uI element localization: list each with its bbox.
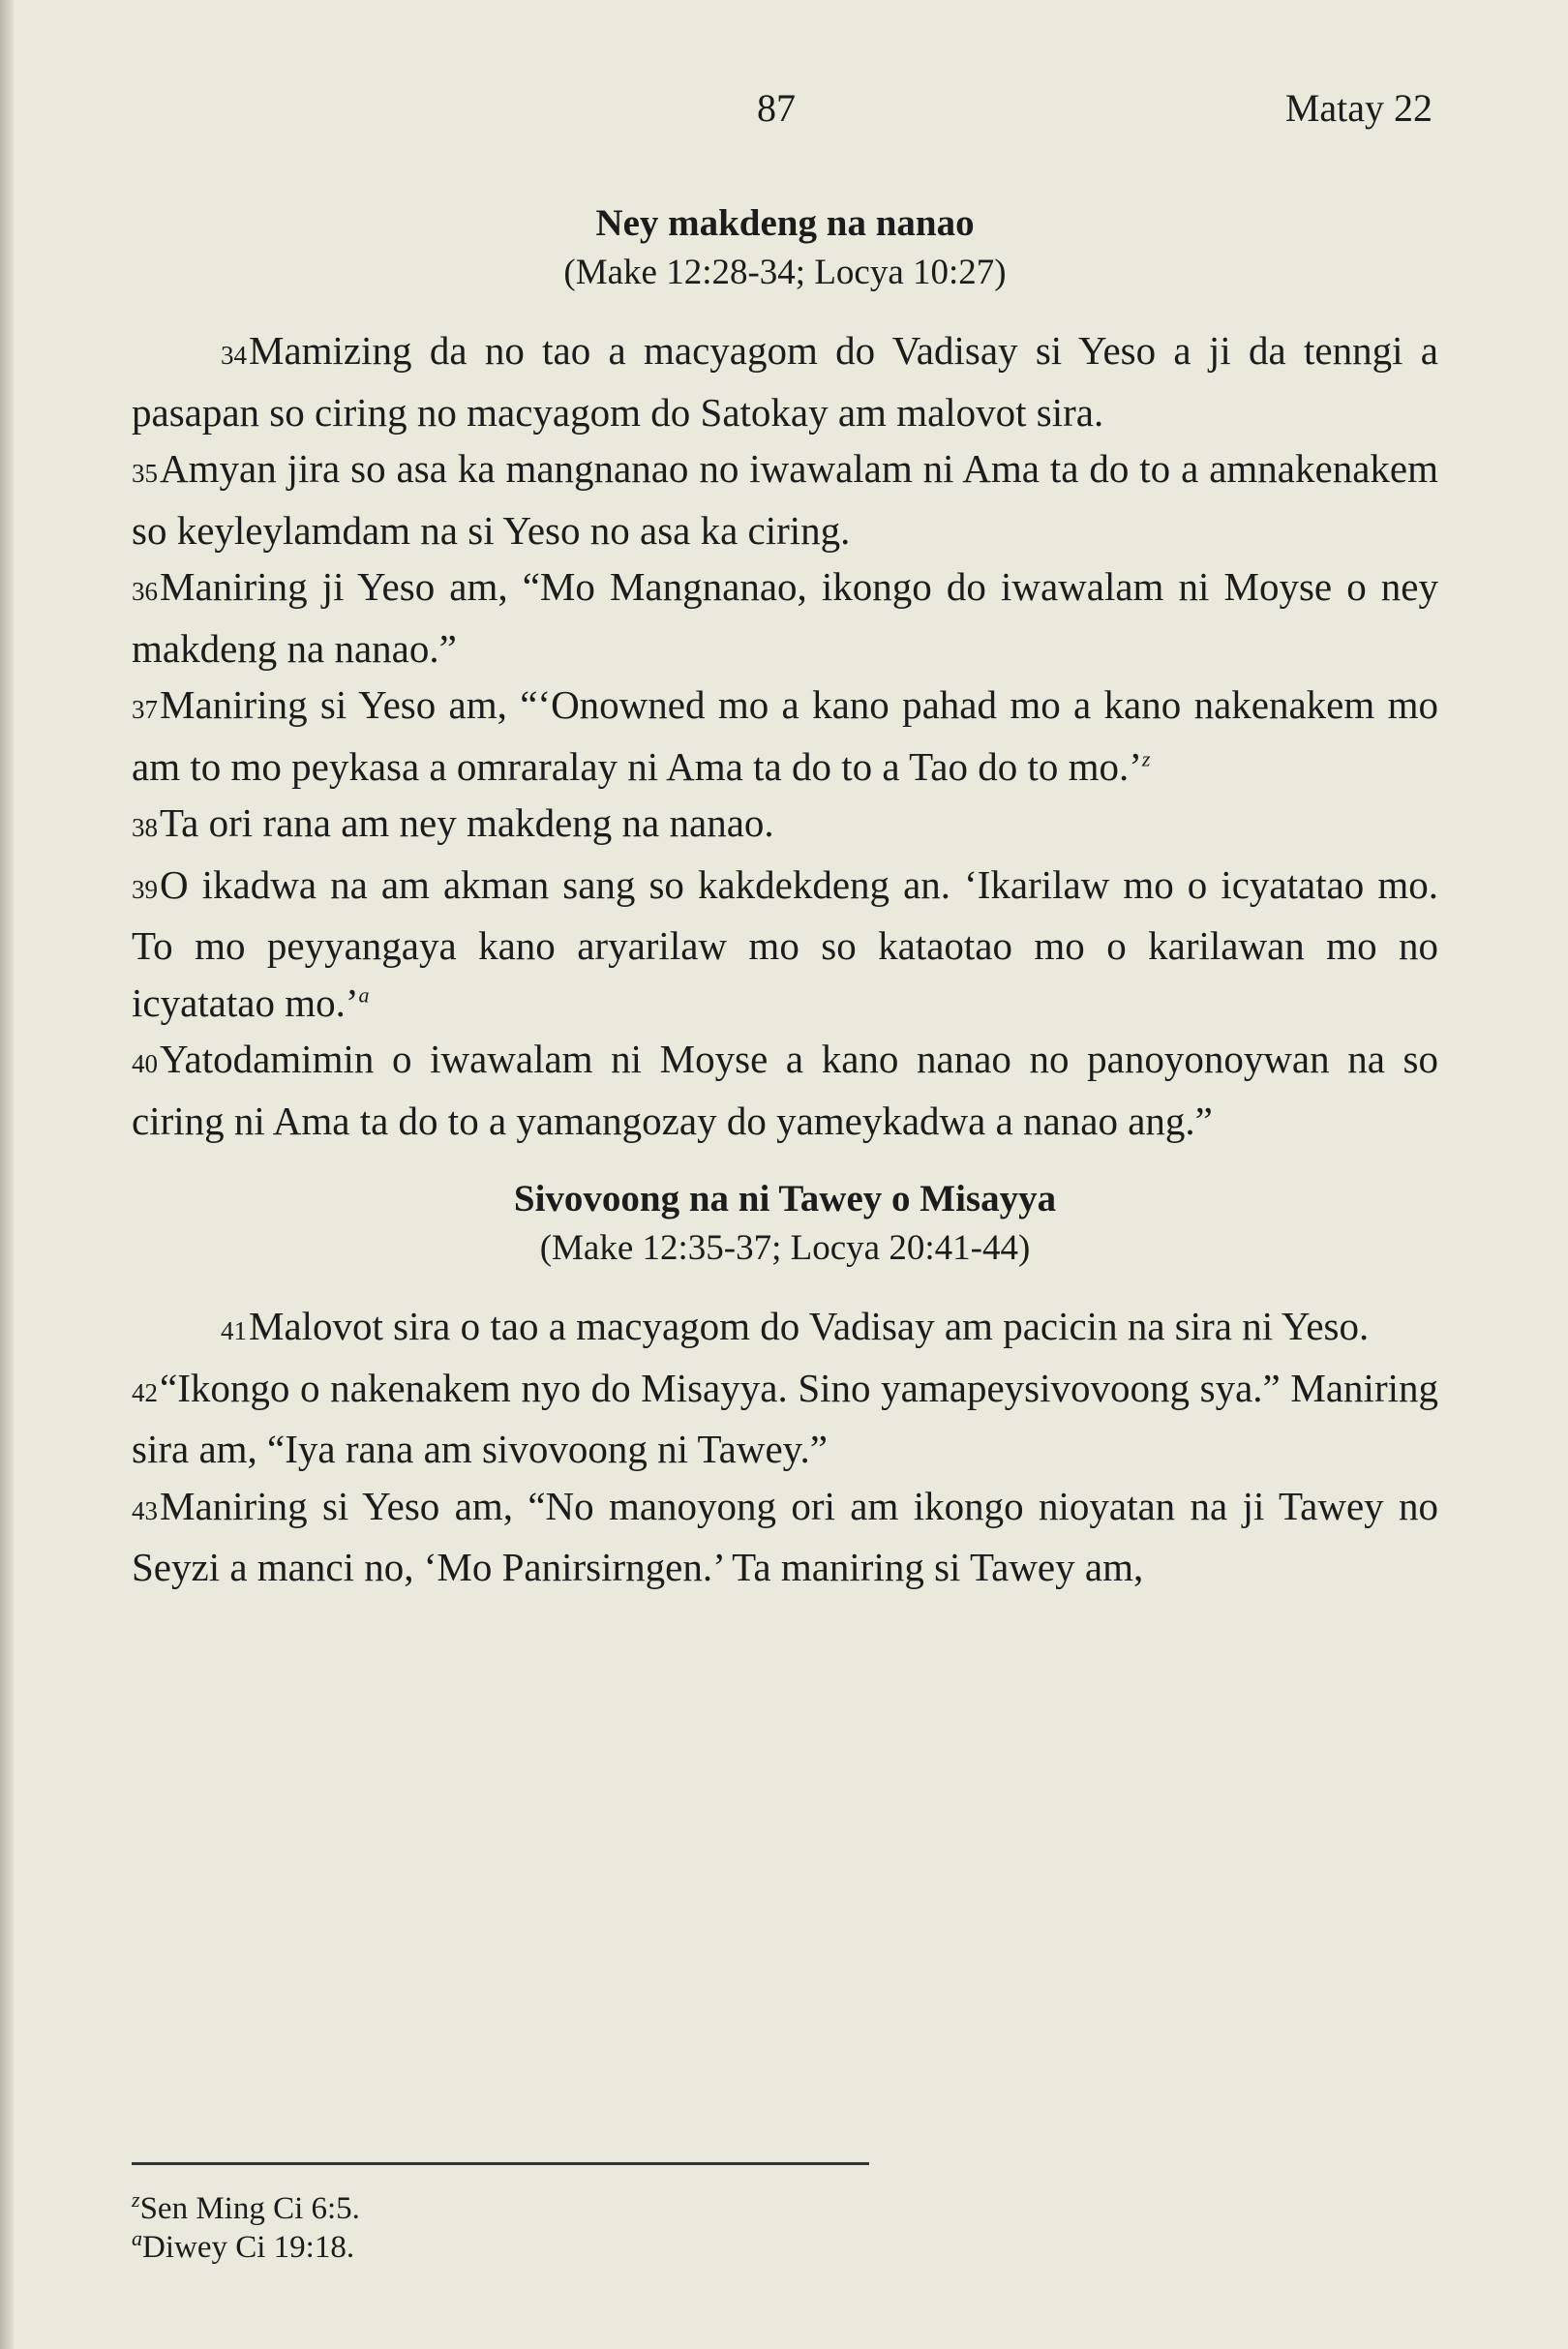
footnote-divider — [132, 2162, 869, 2165]
verse-number: 35 — [132, 459, 158, 488]
verse-37 — [132, 677, 1438, 795]
verse-number: 37 — [132, 695, 158, 724]
verse-41 — [132, 1298, 1438, 1360]
verse-text: Ta ori rana am ney makdeng na nanao. — [160, 800, 774, 845]
footnote-text: Diwey Ci 19:18. — [142, 2230, 355, 2265]
verse-text: Maniring si Yeso am, “No manoyong ori am ikongo nioyatan na ji Tawey no Seyzi a manci no, ‘Mo Panirsirngen.’ Ta maniring si Tawey am, — [132, 1483, 1438, 1589]
verse-number: 36 — [132, 577, 158, 606]
footnote-text: Sen Ming Ci 6:5. — [139, 2191, 360, 2226]
section-reference: (Make 12:28-34; Locya 10:27) — [563, 253, 1007, 292]
verse-text: O ikadwa na am akman sang so kakdekdeng an. ‘Ikarilaw mo o icyatatao mo. To mo peyyangaya kano aryarilaw mo so kataotao mo o karilawan mo no icyatatao mo.’ — [132, 861, 1438, 1025]
section-reference: (Make 12:35-37; Locya 20:41-44) — [539, 1228, 1031, 1268]
verse-text: Mamizing da no tao a macyagom do Vadisay si Yeso a ji da tenngi a pasapan so ciring no macyagom do Satokay am malovot sira. — [132, 328, 1438, 435]
footnote-z — [132, 2189, 906, 2228]
verse-36 — [132, 558, 1438, 677]
verse-40 — [132, 1031, 1438, 1149]
footnote-marker[interactable]: a — [358, 981, 370, 1007]
page-edge-shadow — [0, 0, 14, 2349]
verse-text: Maniring si Yeso am, “‘Onowned mo a kano pahad mo a kano nakenakem mo am to mo peykasa a omraralay ni Ama ta do to a Tao do to mo.’ — [132, 682, 1438, 789]
footnotes — [132, 2189, 906, 2267]
section-sivovoong — [132, 1174, 1438, 1596]
verse-number: 39 — [132, 874, 158, 904]
verse-number: 41 — [221, 1316, 247, 1345]
verse-text: “Ikongo o nakenakem nyo do Misayya. Sino yamapeysivovoong sya.” Maniring sira am, “Iya rana am sivovoong ni Tawey.” — [132, 1365, 1438, 1471]
footnote-mark: a — [132, 2226, 142, 2250]
verse-number: 40 — [132, 1049, 158, 1078]
verse-35 — [132, 440, 1438, 558]
verse-42 — [132, 1360, 1438, 1478]
section-ney-makdeng — [132, 198, 1438, 1149]
verse-text: Amyan jira so asa ka mangnanao no iwawalam ni Ama ta do to a amnakenakem so keyleylamdam na si Yeso no asa ka ciring. — [132, 446, 1438, 553]
verse-38 — [132, 795, 1438, 857]
verse-number: 43 — [132, 1495, 158, 1525]
footnote-mark: z — [132, 2187, 140, 2212]
footnote-marker[interactable]: z — [1141, 745, 1151, 770]
verse-39 — [132, 857, 1438, 1032]
verse-number: 34 — [221, 341, 247, 370]
verse-text: Maniring ji Yeso am, “Mo Mangnanao, ikongo do iwawalam ni Moyse o ney makdeng na nanao.” — [132, 564, 1438, 671]
verse-34 — [132, 322, 1438, 440]
running-head: Matay 22 — [1284, 86, 1432, 130]
page-body — [132, 198, 1438, 1596]
verse-number: 38 — [132, 813, 158, 842]
section-title: Ney makdeng na nanao — [595, 202, 975, 244]
verse-text: Yatodamimin o iwawalam ni Moyse a kano nanao no panoyonoywan na so ciring ni Ama ta do to a yamangozay do yameykadwa a nanao ang.” — [132, 1037, 1438, 1143]
page-number: 87 — [757, 86, 796, 130]
section-gap — [132, 1149, 1438, 1174]
verse-text: Malovot sira o tao a macyagom do Vadisay am pacicin na sira ni Yeso. — [249, 1304, 1370, 1348]
footnote-a — [132, 2228, 906, 2267]
verse-43 — [132, 1478, 1438, 1596]
verse-number: 42 — [132, 1377, 158, 1407]
page-header — [0, 85, 1568, 143]
section-title: Sivovoong na ni Tawey o Misayya — [513, 1178, 1057, 1220]
